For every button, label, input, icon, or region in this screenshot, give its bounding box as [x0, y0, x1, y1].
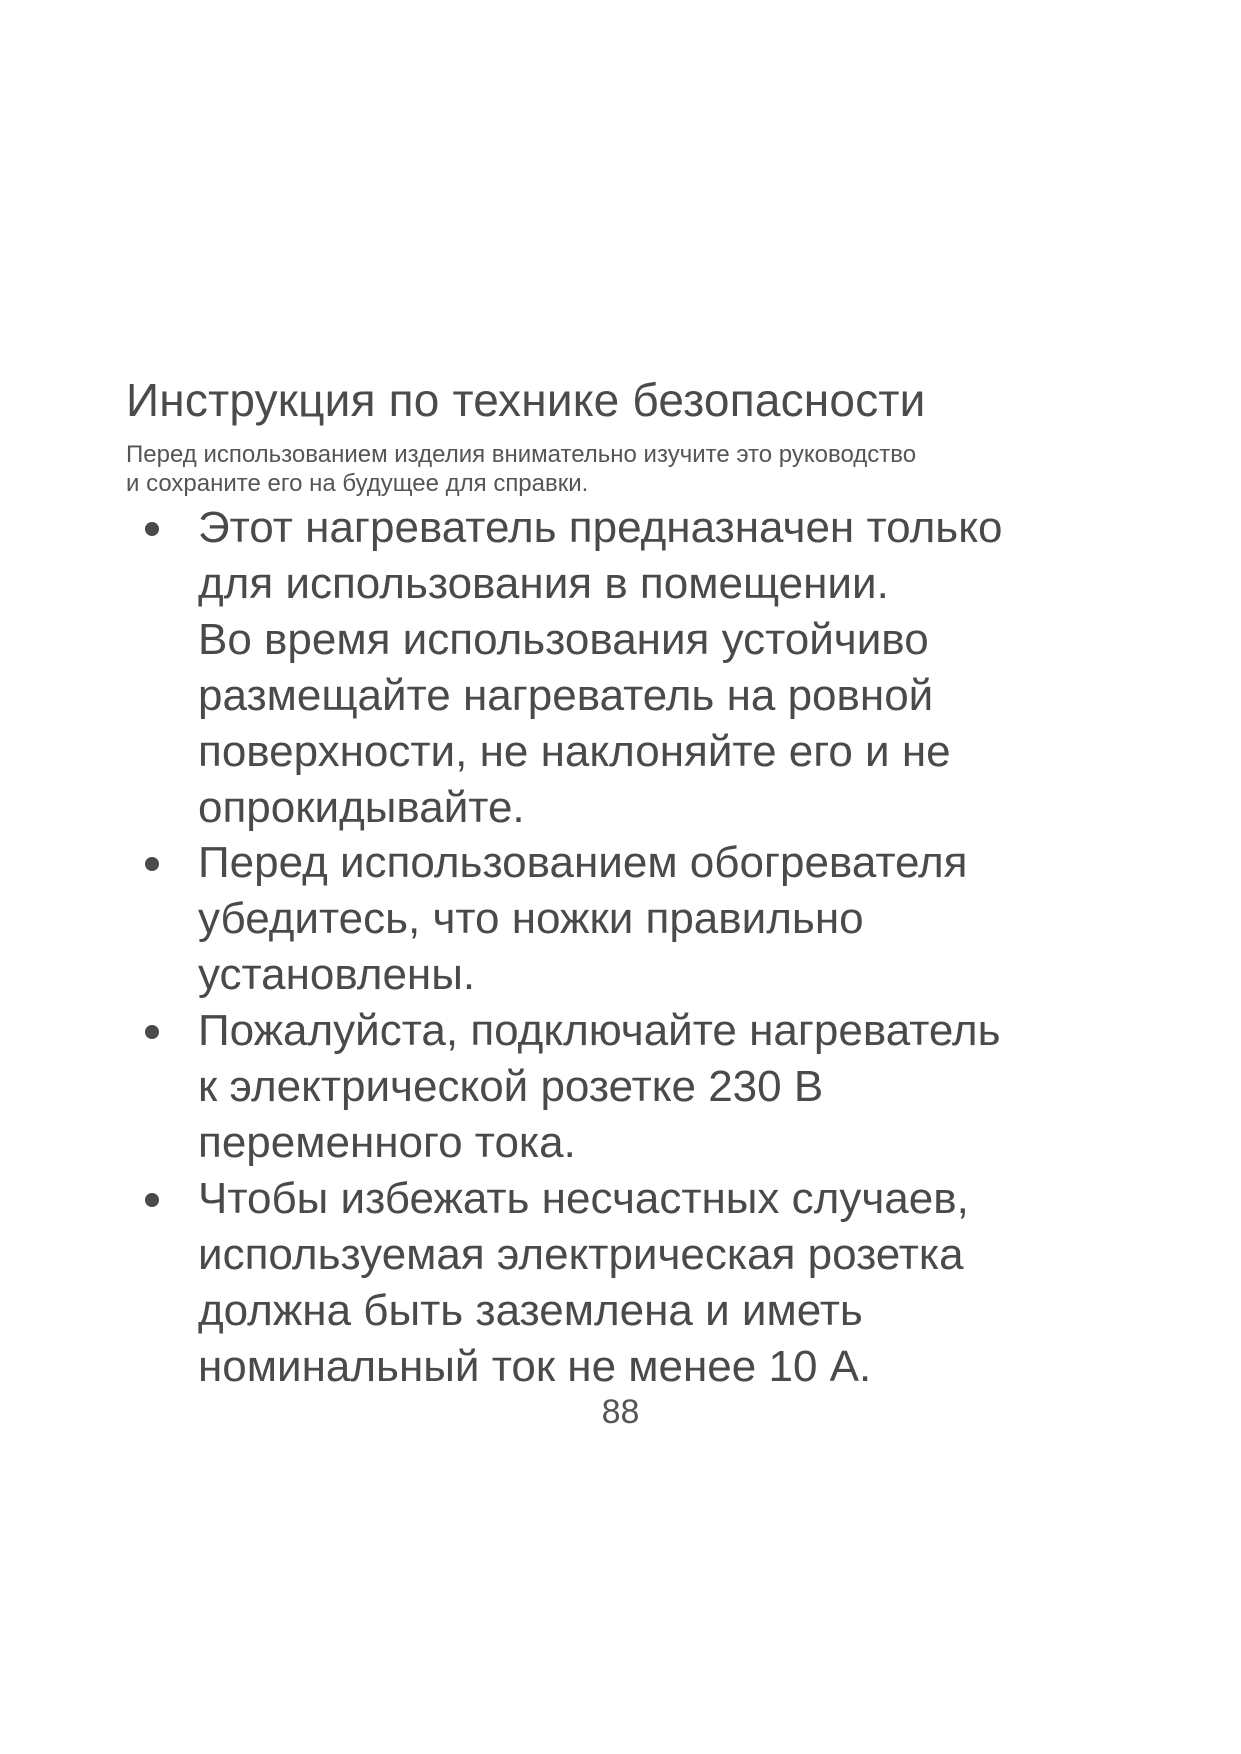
list-item-line: переменного тока.	[198, 1118, 576, 1167]
list-item-line: номинальный ток не менее 10 А.	[198, 1342, 872, 1391]
list-item-line: опрокидывайте.	[198, 783, 525, 832]
intro-paragraph	[126, 440, 1126, 498]
list-item-line: Пожалуйста, подключайте нагреватель	[198, 1006, 1001, 1055]
intro-line: Перед использованием изделия внимательно изучите это руководство	[126, 441, 917, 468]
list-item-line: убедитесь, что ножки правильно	[198, 894, 864, 943]
list-item-line: к электрической розетке 230 В	[198, 1062, 824, 1111]
list-item-text	[198, 835, 1198, 1003]
list-item-line: установлены.	[198, 950, 476, 999]
list-item-line: размещайте нагреватель на ровной	[198, 671, 934, 720]
list-item-text	[198, 1003, 1198, 1171]
bullet-icon	[145, 1025, 159, 1039]
intro-line: и сохраните его на будущее для справки.	[126, 470, 589, 497]
list-item-line: поверхности, не наклоняйте его и не	[198, 727, 951, 776]
bullet-icon	[145, 1193, 159, 1207]
list-item-line: Во время использования устойчиво	[198, 615, 929, 664]
list-item-line: Чтобы избежать несчастных случаев,	[198, 1174, 969, 1223]
list-item-text	[198, 1171, 1198, 1395]
list-item-line: используемая электрическая розетка	[198, 1230, 964, 1279]
bullet-icon	[145, 522, 159, 536]
page-title: Инструкция по технике безопасности	[126, 374, 926, 426]
bullet-icon	[145, 857, 159, 871]
list-item-line: должна быть заземлена и иметь	[198, 1286, 863, 1335]
list-item-line: для использования в помещении.	[198, 559, 889, 608]
page-number: 88	[601, 1393, 640, 1431]
list-item-text	[198, 500, 1198, 836]
list-item-line: Перед использованием обогревателя	[198, 838, 968, 887]
list-item-line: Этот нагреватель предназначен только	[198, 503, 1003, 552]
